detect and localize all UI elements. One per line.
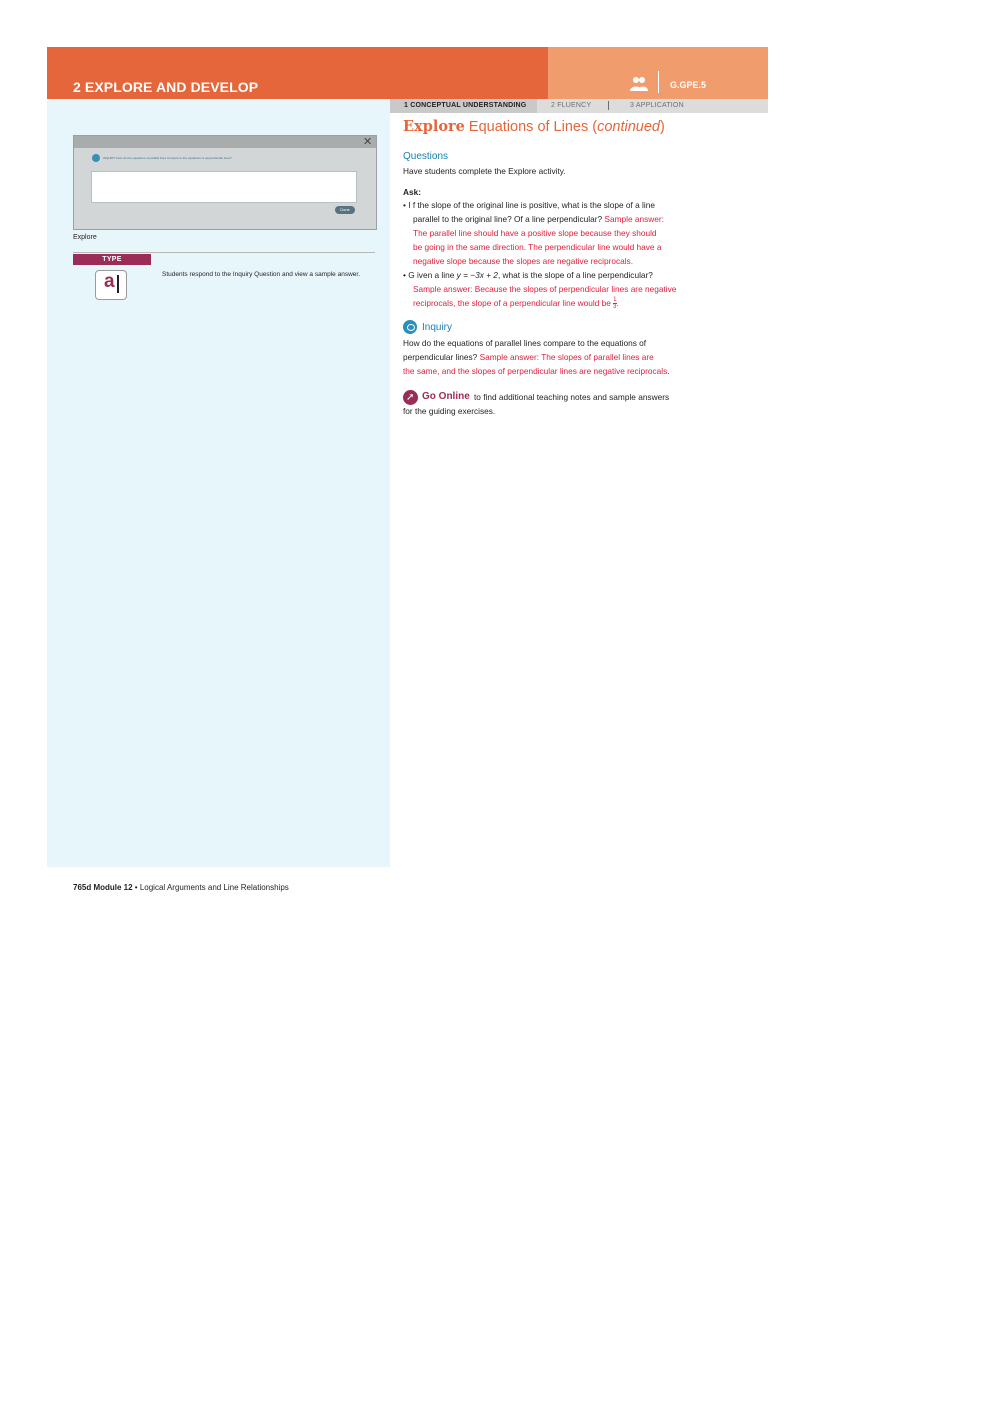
explore-title-text: Equations of Lines ( (464, 119, 598, 135)
question-2-answer-text: reciprocals, the slope of a perpendicular line would be (413, 298, 614, 308)
page-footer (73, 883, 289, 892)
question-1-line-2 (413, 212, 664, 226)
type-description: Students respond to the Inquiry Question and view a sample answer. (162, 271, 361, 278)
cursor-arrow-icon: ➚ (406, 392, 415, 403)
inquiry-line-3 (403, 364, 670, 378)
question-2-answer-line-1: Sample answer: Because the slopes of perpendicular lines are negative (413, 284, 677, 294)
standard-code: G.GPE.5 (670, 80, 707, 90)
screenshot-title-bar (74, 136, 376, 148)
question-1-answer-line-3: negative slope because the slopes are negative reciprocals. (413, 256, 634, 266)
module-title: • Logical Arguments and Line Relationships (132, 883, 289, 892)
screenshot-answer-box (91, 171, 357, 203)
fraction-numerator: 1 (613, 297, 617, 304)
go-online-line-2: for the guiding exercises. (403, 406, 496, 416)
question-1-answer-label: Sample answer: (604, 214, 664, 224)
text-cursor-icon (117, 275, 119, 293)
tab-label-fluency: 2 FLUENCY (551, 102, 592, 109)
fraction-denominator: 3 (613, 304, 617, 311)
inquiry-answer-end: the same, and the slopes of perpendicular lines are negative reciprocals (403, 366, 668, 376)
questions-heading: Questions (403, 151, 449, 162)
inquiry-icon-glyph (407, 324, 415, 331)
ask-heading: Ask: (403, 187, 421, 197)
inquiry-heading: Inquiry (422, 322, 453, 333)
questions-text: Have students complete the Explore activity. (403, 166, 566, 176)
inquiry-icon (92, 154, 100, 162)
tab-label-application: 3 APPLICATION (630, 102, 684, 109)
question-2-answer-line-2 (413, 296, 619, 310)
question-1-answer-line-1: The parallel line should have a positive slope because they should (413, 228, 657, 238)
question-2-line-1-end: , what is the slope of a line perpendicular? (497, 270, 653, 280)
header-divider (658, 71, 659, 93)
explore-title-close: ) (659, 119, 665, 135)
tab-separator (608, 101, 609, 110)
page-number: 765d (73, 883, 92, 892)
inquiry-line-2-text: perpendicular lines? (403, 352, 480, 362)
go-online-line-1: to find additional teaching notes and sample answers (474, 392, 670, 402)
screenshot-inquiry-text: INQUIRY How do the equations of parallel lines compare to the equations of perpendicular lines? (103, 156, 232, 160)
inquiry-answer-start: Sample answer: The slopes of parallel lines are (479, 352, 654, 362)
question-2-line-1 (403, 268, 653, 282)
question-1-answer-line-2: be going in the same direction. The perpendicular line would have a (413, 242, 662, 252)
inquiry-line-2 (403, 350, 654, 364)
section-title: 2 EXPLORE AND DEVELOP (73, 79, 259, 95)
explore-title-italic: continued (597, 119, 660, 135)
explore-title (403, 118, 665, 135)
tab-label-conceptual: 1 CONCEPTUAL UNDERSTANDING (404, 102, 527, 109)
inquiry-line-1: How do the equations of parallel lines compare to the equations of (403, 338, 647, 348)
screenshot-caption: Explore (73, 234, 97, 241)
screenshot-done-button: Done (335, 206, 355, 214)
caption-divider (73, 252, 375, 253)
type-badge: TYPE (73, 254, 151, 265)
question-2-equation: y = −3x + 2 (456, 270, 498, 280)
question-1-line-1: • I f the slope of the original line is positive, what is the slope of a line (403, 200, 655, 210)
go-online-label: Go Online (422, 391, 470, 402)
question-2-answer-end: . (616, 298, 619, 308)
close-icon: ✕ (363, 136, 373, 148)
people-icon (630, 76, 648, 92)
inquiry-line-3-end: . (667, 366, 670, 376)
explore-title-bold: Explore (403, 118, 465, 135)
type-icon-letter: a (104, 271, 115, 292)
question-1-line-2-text: parallel to the original line? Of a line perpendicular? (413, 214, 605, 224)
module-label: Module 12 (91, 883, 133, 892)
question-2-line-1-text: • G iven a line (403, 270, 457, 280)
